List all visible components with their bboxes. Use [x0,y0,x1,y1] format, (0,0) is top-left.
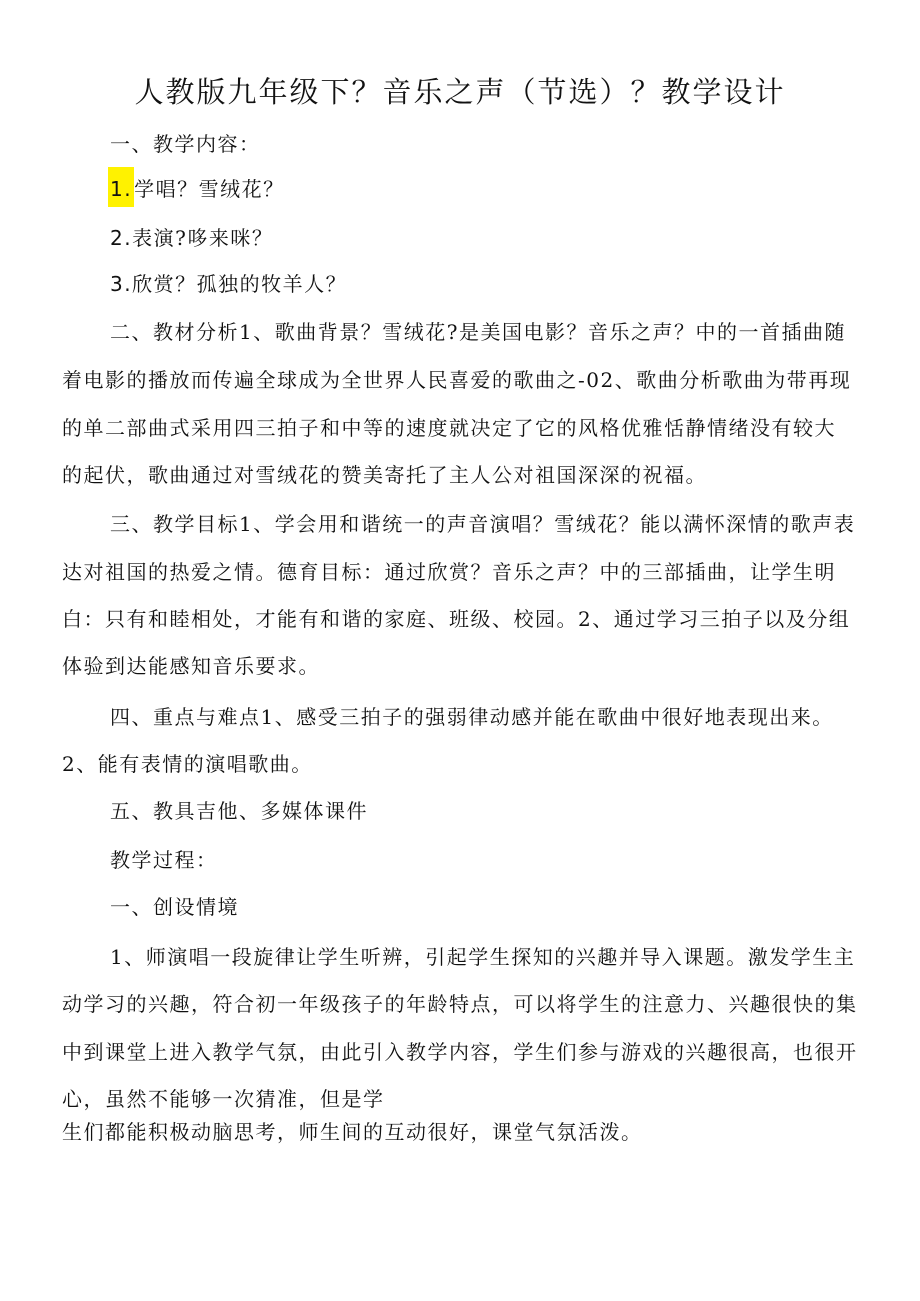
content-item-3-text: 欣赏？孤独的牧羊人？ [132,272,348,296]
process-para-line-3: 中到课堂上进入教学气氛，由此引入教学内容，学生们参与游戏的兴趣很高，也很开 [62,1040,858,1064]
process-heading: 教学过程： [110,848,218,872]
process-para-line-5: 生们都能积极动脑思考，师生间的互动很好，课堂气氛活泼。 [62,1120,643,1144]
content-item-2-number: 2. [110,226,133,250]
section3-line-1: 三、教学目标1、学会用和谐统一的声音演唱？雪绒花？能以满怀深情的歌声表 [110,512,856,536]
content-item-3 [110,270,347,298]
section3-line-4: 体验到达能感知音乐要求。 [62,654,320,678]
process-para-line-4: 心，虽然不能够一次猜准，但是学 [62,1087,385,1111]
content-item-1 [108,175,285,203]
document-title: 人教版九年级下？音乐之声（节选）？教学设计 [134,75,786,109]
content-item-1-text: 学唱？雪绒花？ [134,177,285,201]
section5: 五、教具吉他、多媒体课件 [110,799,368,823]
section2-line-3: 的单二部曲式采用四三拍子和中等的速度就决定了它的风格优雅恬静情绪没有较大 [62,416,836,440]
process-step-1: 一、创设情境 [110,895,239,919]
section2-line-1: 二、教材分析1、歌曲背景？雪绒花?是美国电影？音乐之声？中的一首插曲随 [110,320,846,344]
section4-line-1: 四、重点与难点1、感受三拍子的强弱律动感并能在歌曲中很好地表现出来。 [110,705,834,729]
content-item-2-text: 表演?哆来咪？ [132,226,274,250]
section2-line-2: 着电影的播放而传遍全球成为全世界人民喜爱的歌曲之-02、歌曲分析歌曲为带再现 [62,368,852,392]
content-item-1-number: 1. [108,167,134,207]
section4-line-2: 2、能有表情的演唱歌曲。 [62,752,313,776]
process-para-line-2: 动学习的兴趣，符合初一年级孩子的年龄特点，可以将学生的注意力、兴趣很快的集 [62,992,858,1016]
section3-line-3: 白：只有和睦相处，才能有和谐的家庭、班级、校园。2、通过学习三拍子以及分组 [62,607,851,631]
section3-line-2: 达对祖国的热爱之情。德育目标：通过欣赏？音乐之声？中的三部插曲，让学生明 [62,560,836,584]
content-item-3-number: 3. [110,272,133,296]
process-para-line-1: 1、师演唱一段旋律让学生听辨，引起学生探知的兴趣并导入课题。激发学生主 [110,945,856,969]
section2-line-4: 的起伏，歌曲通过对雪绒花的赞美寄托了主人公对祖国深深的祝福。 [62,463,707,487]
content-heading: 一、教学内容： [110,132,261,156]
content-item-2 [110,224,273,252]
